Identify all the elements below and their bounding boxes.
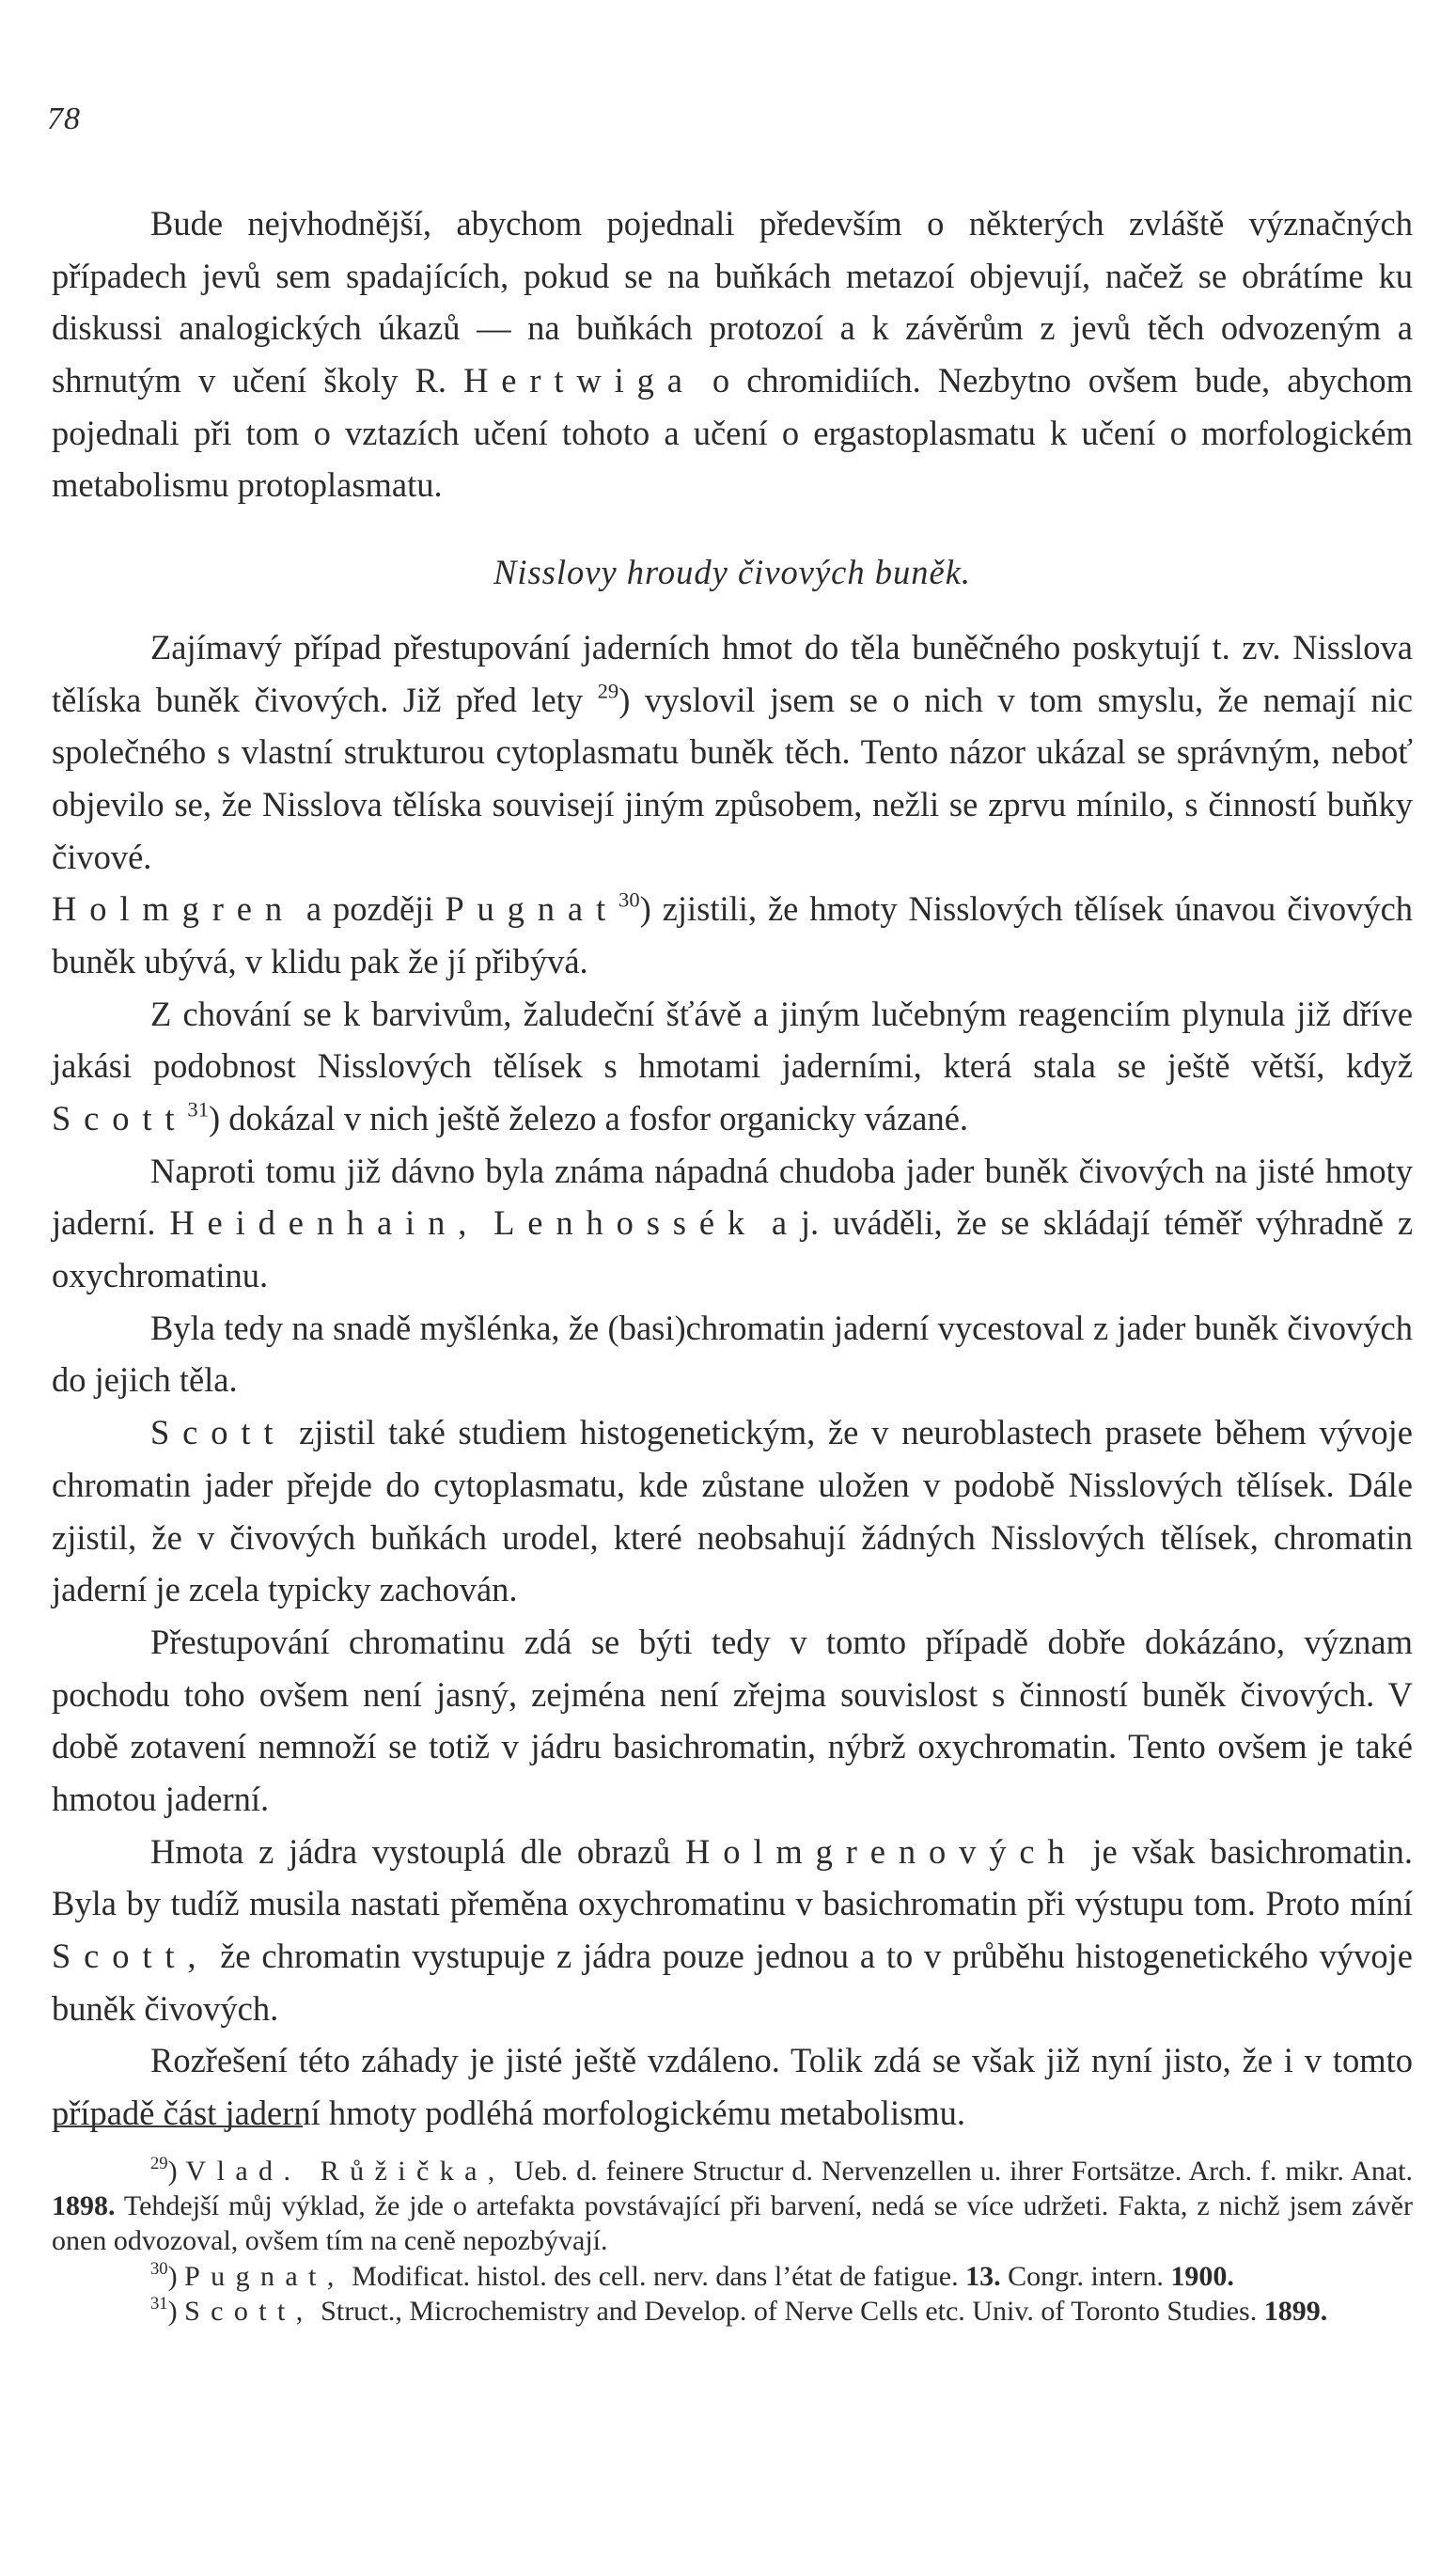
author-name: Holmgren	[52, 889, 295, 929]
footnote-number: 30	[150, 2258, 168, 2279]
author-name: Pugnat,	[184, 2260, 345, 2292]
page-number: 78	[47, 102, 81, 136]
author-name: Scott	[52, 1099, 188, 1137]
author-name: Vlad. Růžička,	[185, 2156, 506, 2187]
footnote-ref[interactable]: 29	[597, 678, 619, 702]
footnote-29: $^{29}$) Vlad. Růžička, Ueb. d. feinere Structur d. Nervenzellen u. ihrer Fortsätze. Arch. f. mikr. Anat. 1898. Tehdejší můj výklad, že jde o artefakta povstávající při barvení, nedá se více udržeti. Fakta, z nichž jsem závěr onen odvozoval, ovšem tím na ceně nepozbývají.	[52, 2153, 1413, 2257]
footnote-ref[interactable]: 31	[187, 1097, 210, 1122]
main-text	[52, 197, 1413, 2140]
paragraph: Přestupování chromatinu zdá se býti tedy v tomto případě dobře dokázáno, význam pochodu toho ovšem není jasný, zejména není zřejma souvislost s činností buněk čivových. V době zotavení nemnoží se totiž v jádru basichromatin, nýbrž oxychromatin. Tento ovšem je také hmotou jaderní.	[52, 1622, 1413, 1818]
section-heading: Nisslovy hroudy čivových buněk.	[493, 553, 972, 592]
paragraph: Rozřešení této záhady je jisté ještě vzdáleno. Tolik zdá se však již nyní jisto, že i v tomto případě část jaderní hmoty podléhá morfologickému metabolismu.	[52, 2041, 1413, 2133]
footnote-number: 31	[150, 2293, 168, 2314]
footnote-31: $^{31}$) Scott, Struct., Microchemistry and Develop. of Nerve Cells etc. Univ. of Toronto Studies. 1899.	[150, 2293, 1328, 2327]
author-name: Scott	[150, 1413, 287, 1452]
author-name: Hertwiga	[463, 361, 696, 400]
footnote-30: $^{30}$) Pugnat, Modificat. histol. des cell. nerv. dans l’état de fatigue. 13. Congr. intern. 1900.	[150, 2258, 1234, 2292]
author-name: Lenhossék	[493, 1203, 759, 1243]
paragraph: Scott zjistil také studiem histogenetickým, že v neuroblastech prasete během vývoje chromatin jader přejde do cytoplasmatu, kde zůstane uložen v podobě Nisslových tělísek. Dále zjistil, že v čivových buňkách urodel, které neobsahují žádných Nisslových tělísek, chromatin jaderní je zcela typicky zachován.	[52, 1413, 1413, 1609]
paragraph: Z chování se k barvivům, žaludeční šťávě a jiným lučebným reagenciím plynula již dříve jakási podobnost Nisslových tělísek s hmotami jaderními, která stala se ještě větší, když Scott$^{31}$) dokázal v nich ještě železo a fosfor organicky vázané.	[52, 994, 1413, 1137]
footnote-number: 29	[150, 2153, 168, 2173]
paragraph: Hmota z jádra vystouplá dle obrazů Holmgrenových je však basichromatin. Byla by tudíž musila nastati přeměna oxychromatinu v basichromatin při výstupu tom. Proto míní Scott, že chromatin vystupuje z jádra pouze jednou a to v průběhu histogenetického vývoje buněk čivových.	[52, 1831, 1414, 2028]
author-name: Scott,	[184, 2295, 314, 2327]
author-name: Pugnat	[445, 889, 618, 929]
paragraph: Zajímavý případ přestupování jaderních hmot do těla buněčného poskytují t. zv. Nisslova tělíska buněk čivových. Již před lety $^{29}$) vyslovil jsem se o nich v tom smyslu, že nemají nic společného s vlastní strukturou cytoplasmatu buněk těch. Tento názor ukázal se správným, neboť objevilo se, že Nisslova tělíska souvisejí jiným způsobem, nežli se zprvu mínilo, s činností buňky čivové.	[52, 627, 1413, 876]
footnote-divider	[56, 2126, 303, 2127]
footnotes	[52, 2154, 1413, 2329]
paragraph: Naproti tomu již dávno byla známa nápadná chudoba jader buněk čivových na jisté hmoty jaderní. Heidenhain, Lenhossék a j. uváděli, že se skládají téměř výhradně z oxychromatinu.	[52, 1151, 1414, 1295]
paragraph: Byla tedy na snadě myšlénka, že (basi)chromatin jaderní vycestoval z jader buněk čivových do jejich těla.	[52, 1308, 1413, 1400]
author-name: Scott,	[52, 1937, 210, 1975]
paragraph: Holmgren a později Pugnat$^{30}$) zjistili, že hmoty Nisslových tělísek únavou čivových buněk ubývá, v klidu pak že jí přibývá.	[52, 887, 1414, 980]
author-name: Heidenhain,	[169, 1203, 480, 1243]
author-name: Holmgrenových	[685, 1831, 1078, 1871]
footnote-ref[interactable]: 30	[618, 887, 640, 912]
intro-paragraph: Bude nejvhodnější, abychom pojednali především o některých zvláště význačných případech jevů sem spadajících, pokud se na buňkách metazoí objevují, načež se obrátíme ku diskussi analogických úkazů — na buňkách protozoí a k závěrům z jevů těch odvozeným a shrnutým v učení školy R. Hertwiga o chromidiích. Nezbytno ovšem bude, abychom pojednali při tom o vztazích učení tohoto a učení o ergastoplasmatu k učení o morfologickém metabolismu protoplasmatu.	[52, 204, 1414, 505]
